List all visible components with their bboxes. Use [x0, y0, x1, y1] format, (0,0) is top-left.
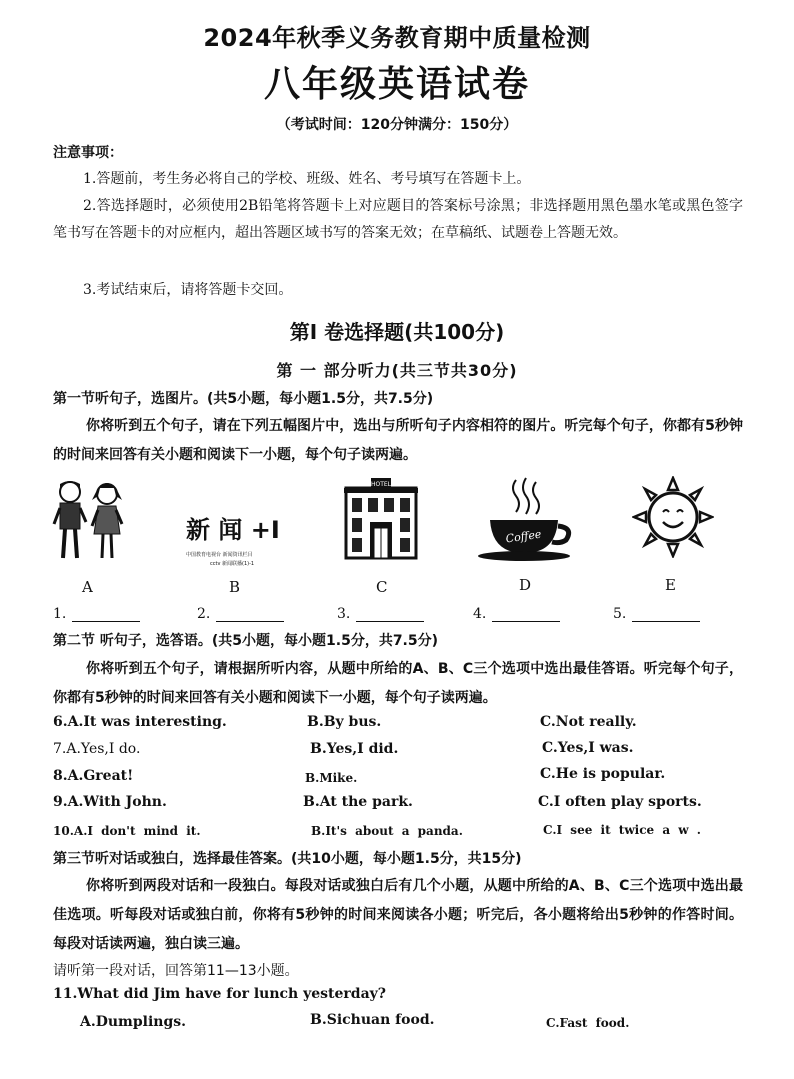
q6-option-c: C.Not really.	[540, 714, 637, 730]
q10-option-a: 10.A.I don't mind it.	[53, 824, 201, 838]
q8-option-a: 8.A.Great!	[53, 768, 134, 784]
exam-time-score: （考试时间：120分钟满分：150分）	[276, 117, 518, 133]
blank-4[interactable]	[473, 606, 560, 622]
news-small-text-1: 中国教育电视台 新闻资讯栏目	[186, 552, 253, 558]
section3-instruction: 你将听到两段对话和一段独白。每段对话或独白后有几个小题，从题中所给的A、B、C三个选项中选出最佳选项。听每段对话或独白前，你将有5秒钟的时间来阅读各小题；听完后，各小题将给出5秒钟的作答时间。每段对话读两遍，独白读三遍。	[53, 878, 743, 952]
picture-e-label: E	[665, 576, 676, 594]
picture-a-kids-icon	[52, 478, 128, 568]
q7-option-a: 7.A.Yes,I do.	[53, 741, 141, 757]
q11-option-c: C.Fast food.	[546, 1016, 630, 1030]
news-small-text-2: cctv 新闻联播(1)-1	[210, 561, 255, 567]
q10-option-b: B.It's about a panda.	[311, 824, 463, 838]
coffee-label: Coffee	[504, 527, 543, 546]
blank-2-number: 2.	[197, 606, 211, 622]
exam-title: 2024年秋季义务教育期中质量检测	[203, 24, 591, 52]
notice-item-1: 1.答题前，考生务必将自己的学校、班级、姓名、考号填写在答题卡上。	[83, 171, 531, 187]
hotel-sign: HOTEL	[370, 481, 392, 488]
listening-title: 第 一 部分听力(共三节共30分)	[276, 361, 518, 380]
q11-option-a: A.Dumplings.	[80, 1014, 187, 1030]
paper-title: 八年级英语试卷	[263, 63, 530, 105]
q9-option-c: C.I often play sports.	[538, 794, 702, 810]
picture-row	[0, 472, 794, 602]
blank-1-number: 1.	[53, 606, 67, 622]
picture-b-label: B	[229, 578, 241, 596]
q9-option-a: 9.A.With John.	[53, 794, 167, 810]
notice-heading: 注意事项：	[53, 145, 123, 161]
blank-1[interactable]	[53, 606, 140, 622]
q9-option-b: B.At the park.	[303, 794, 413, 810]
answer-blanks	[53, 606, 753, 626]
q7-option-b: B.Yes,I did.	[310, 741, 399, 757]
section2-heading: 第二节 听句子，选答语。(共5小题，每小题1.5分，共7.5分)	[53, 633, 439, 649]
blank-2[interactable]	[197, 606, 284, 622]
picture-b-news	[186, 510, 296, 567]
section1-instruction: 你将听到五个句子，请在下列五幅图片中，选出与所听句子内容相符的图片。听完每个句子，你都有5秒钟的时间来回答有关小题和阅读下一小题，每个句子读两遍。	[53, 418, 743, 463]
section3-heading: 第三节听对话或独白，选择最佳答案。(共10小题，每小题1.5分，共15分)	[53, 851, 522, 867]
picture-e-sun-icon	[632, 476, 714, 562]
part-one-title: 第I 卷选择题(共100分)	[289, 320, 505, 344]
picture-c-label: C	[376, 578, 388, 596]
news-text: 新 闻 +I	[186, 516, 280, 544]
q11-option-b: B.Sichuan food.	[310, 1012, 435, 1028]
blank-5-number: 5.	[613, 606, 627, 622]
q10-option-c: C.I see it twice a w .	[543, 823, 701, 837]
notice-item-2: 2.答选择题时，必须使用2B铅笔将答题卡上对应题目的答案标号涂黑；非选择题用黑色墨水笔或黑色签字笔书写在答题卡的对应框内，超出答题区域书写的答案无效；在草稿纸、试题卷上答题无效。	[53, 198, 743, 241]
q6-option-a: 6.A.It was interesting.	[53, 714, 227, 730]
picture-d-coffee-icon	[474, 476, 578, 566]
blank-3-number: 3.	[337, 606, 351, 622]
q11-text: 11.What did Jim have for lunch yesterday?	[53, 986, 386, 1002]
q7-option-c: C.Yes,I was.	[542, 740, 634, 756]
section1-heading: 第一节听句子，选图片。(共5小题，每小题1.5分，共7.5分)	[53, 391, 434, 407]
q8-option-c: C.He is popular.	[540, 766, 666, 782]
picture-c-hotel-icon	[344, 478, 418, 564]
blank-3[interactable]	[337, 606, 424, 622]
section2-instruction: 你将听到五个句子，请根据所听内容，从题中所给的A、B、C三个选项中选出最佳答语。听完每个句子，你都有5秒钟的时间来回答有关小题和阅读下一小题，每个句子读两遍。	[53, 661, 743, 706]
q6-option-b: B.By bus.	[307, 714, 382, 730]
picture-d-label: D	[519, 576, 532, 594]
blank-4-number: 4.	[473, 606, 487, 622]
q8-option-b: B.Mike.	[305, 771, 358, 785]
picture-a-label: A	[82, 578, 93, 596]
notice-item-3: 3.考试结束后，请将答题卡交回。	[83, 282, 293, 298]
blank-5[interactable]	[613, 606, 700, 622]
dialogue-intro: 请听第一段对话，回答第11—13小题。	[53, 963, 299, 979]
